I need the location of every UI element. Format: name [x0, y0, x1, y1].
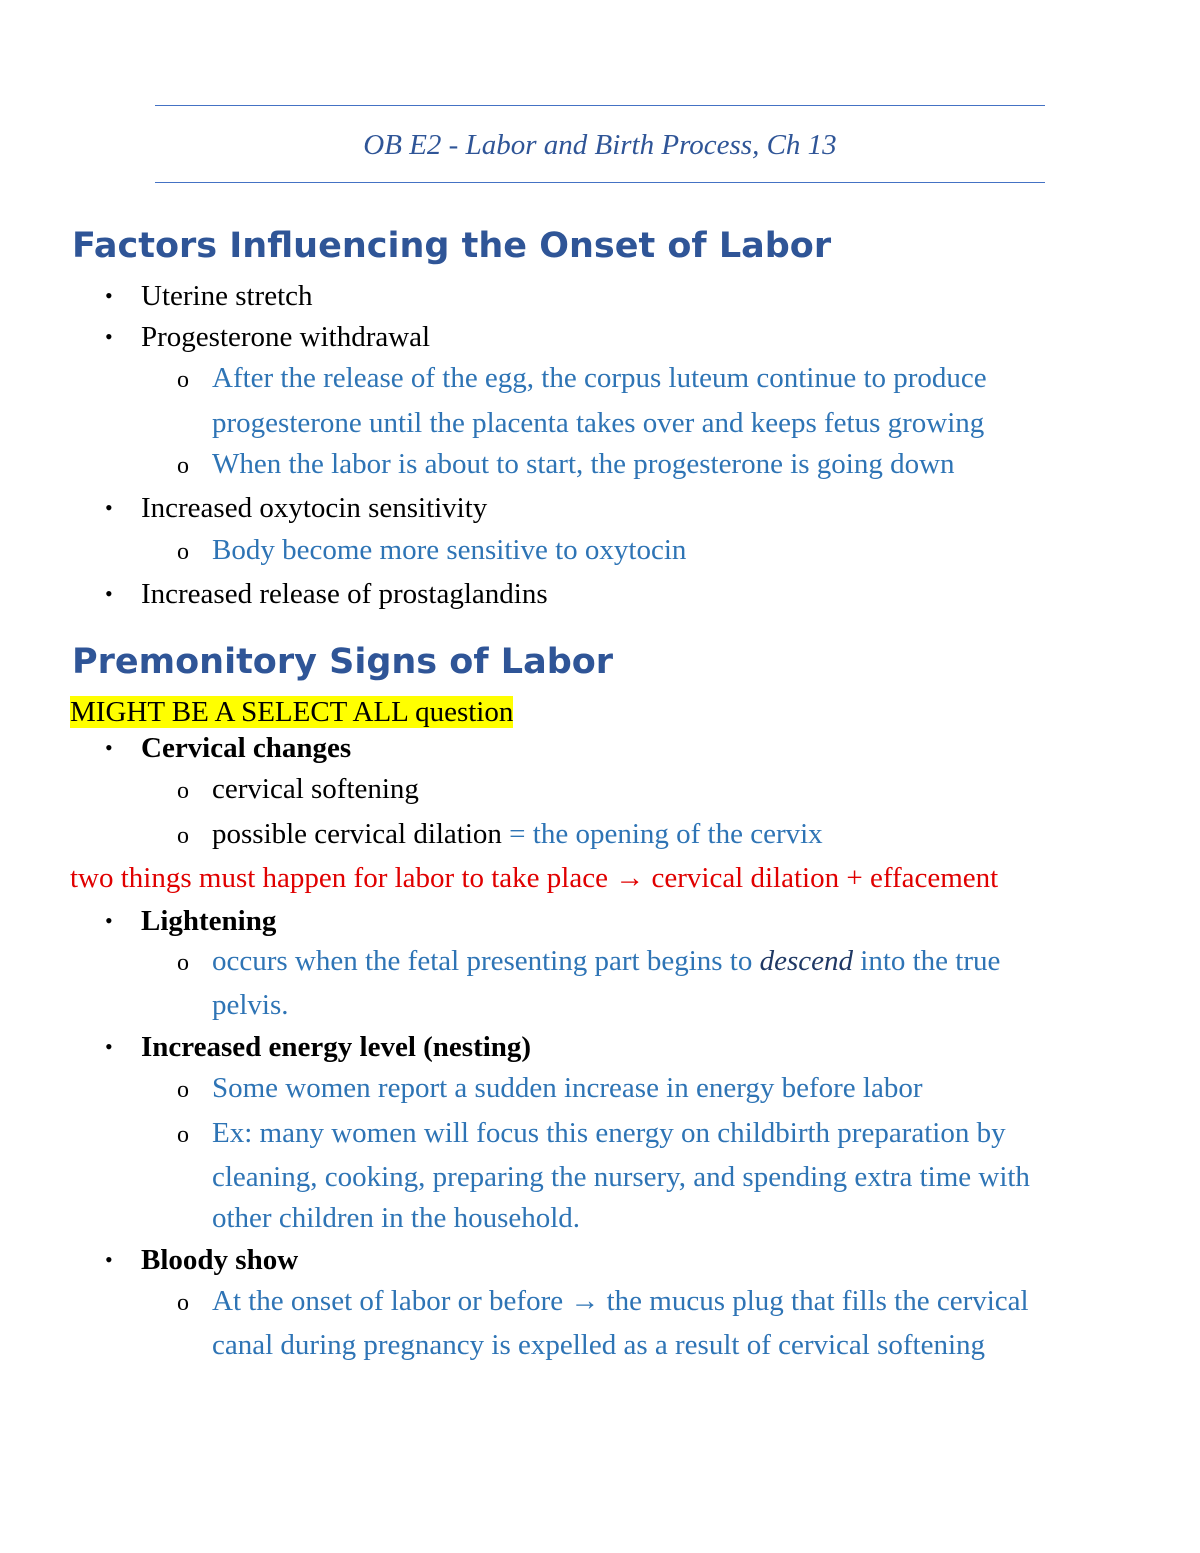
- sub-list-item: [212, 814, 823, 854]
- bullet-marker: •: [105, 495, 113, 520]
- list-item: Uterine stretch: [141, 280, 313, 312]
- sub-item-text: into the true: [853, 945, 1001, 977]
- title-bottom-rule: [155, 182, 1045, 183]
- sub-item-text: occurs when the fetal presenting part begins to: [212, 945, 760, 977]
- list-item: Cervical changes: [141, 732, 352, 764]
- sub-list-item: After the release of the egg, the corpus luteum continue to produce: [212, 362, 987, 394]
- list-item: Increased oxytocin sensitivity: [141, 492, 488, 524]
- list-item: Bloody show: [141, 1244, 299, 1276]
- sub-bullet-marker: o: [177, 539, 189, 565]
- arrow-right-icon: →: [570, 1285, 600, 1317]
- section-heading-onset-factors: Factors Influencing the Onset of Labor: [72, 226, 832, 266]
- bullet-marker: •: [105, 735, 113, 760]
- list-item: Progesterone withdrawal: [141, 321, 431, 353]
- sub-list-item: [212, 941, 1000, 981]
- bullet-marker: •: [105, 324, 113, 349]
- bullet-marker: •: [105, 1247, 113, 1272]
- emphasized-word: descend: [759, 945, 854, 977]
- red-note-text: two things must happen for labor to take place: [70, 862, 616, 894]
- sub-item-text: possible cervical dilation: [212, 818, 502, 850]
- sub-bullet-marker: o: [177, 1290, 189, 1316]
- sub-list-item: Some women report a sudden increase in energy before labor: [212, 1072, 923, 1104]
- sub-list-item-continued: cleaning, cooking, preparing the nursery, and spending extra time with: [212, 1161, 1030, 1193]
- sub-bullet-marker: o: [177, 950, 189, 976]
- arrow-right-icon: →: [615, 862, 645, 894]
- definition-text: = the opening of the cervix: [501, 818, 823, 850]
- list-item: Increased energy level (nesting): [141, 1031, 532, 1063]
- sub-list-item-continued: other children in the household.: [212, 1202, 581, 1234]
- bullet-marker: •: [105, 283, 113, 308]
- section-heading-premonitory-signs: Premonitory Signs of Labor: [72, 642, 614, 682]
- bullet-marker: •: [105, 1034, 113, 1059]
- list-item: Lightening: [141, 905, 277, 937]
- bullet-marker: •: [105, 581, 113, 606]
- sub-bullet-marker: o: [177, 1122, 189, 1148]
- sub-bullet-marker: o: [177, 1077, 189, 1103]
- sub-list-item: Ex: many women will focus this energy on childbirth preparation by: [212, 1117, 1006, 1149]
- sub-list-item-continued: progesterone until the placenta takes over and keeps fetus growing: [212, 407, 985, 439]
- red-note: [70, 858, 998, 898]
- sub-list-item: Body become more sensitive to oxytocin: [212, 534, 687, 566]
- sub-item-text: At the onset of labor or before: [212, 1285, 571, 1317]
- sub-bullet-marker: o: [177, 367, 189, 393]
- sub-bullet-marker: o: [177, 778, 189, 804]
- note-highlight: MIGHT BE A SELECT ALL question: [70, 696, 514, 728]
- highlighted-note: [70, 692, 513, 732]
- sub-list-item: When the labor is about to start, the progesterone is going down: [212, 448, 955, 480]
- sub-list-item-continued: pelvis.: [212, 989, 289, 1021]
- sub-list-item: [212, 1281, 1029, 1321]
- sub-item-text: the mucus plug that fills the cervical: [599, 1285, 1029, 1317]
- bullet-marker: •: [105, 908, 113, 933]
- title-top-rule: [155, 105, 1045, 106]
- document-title: OB E2 - Labor and Birth Process, Ch 13: [363, 129, 837, 161]
- red-note-text: cervical dilation + effacement: [644, 862, 999, 894]
- sub-list-item: cervical softening: [212, 773, 419, 805]
- sub-list-item-continued: canal during pregnancy is expelled as a result of cervical softening: [212, 1329, 986, 1361]
- list-item: Increased release of prostaglandins: [141, 578, 548, 610]
- sub-bullet-marker: o: [177, 823, 189, 849]
- sub-bullet-marker: o: [177, 453, 189, 479]
